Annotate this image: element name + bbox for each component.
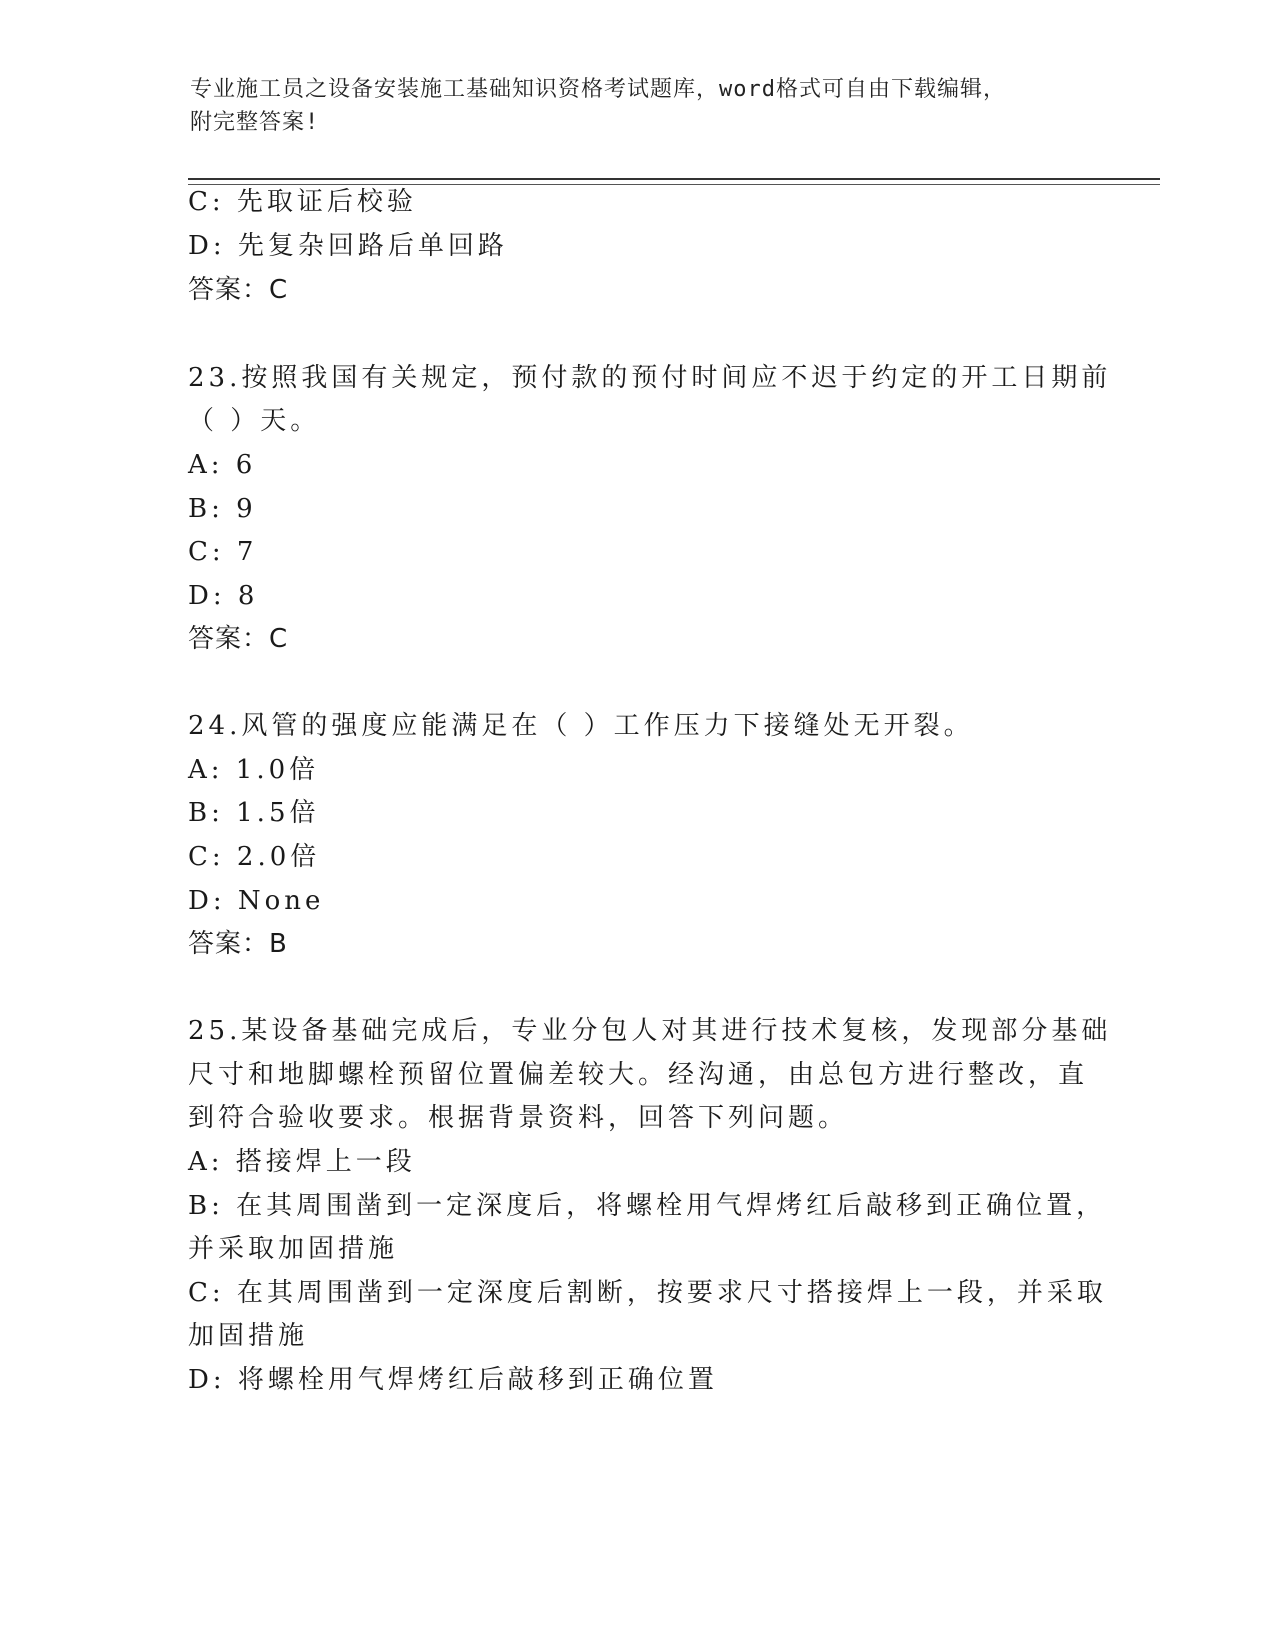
q24-option-b: B: 1.5倍 [188, 798, 320, 828]
q23-stem-line-2: （ ）天。 [188, 406, 321, 436]
q23-option-d: D: 8 [188, 581, 259, 611]
q24-answer: 答案：B [188, 929, 288, 959]
q23-stem-line-1: 23.按照我国有关规定，预付款的预付时间应不迟于约定的开工日期前 [188, 363, 1112, 393]
q25-option-d: D: 将螺栓用气焊烤红后敲移到正确位置 [188, 1365, 718, 1395]
document-header [190, 73, 1070, 139]
q24-stem-line-1: 24.风管的强度应能满足在（ ）工作压力下接缝处无开裂。 [188, 711, 974, 741]
q23-option-c: C: 7 [188, 537, 258, 567]
q23-option-a: A: 6 [188, 450, 257, 480]
header-divider-thick [188, 178, 1160, 180]
q25-stem-line-3: 到符合验收要求。根据背景资料，回答下列问题。 [188, 1103, 849, 1133]
q25-option-b-line-1: B: 在其周围凿到一定深度后，将螺栓用气焊烤红后敲移到正确位置， [188, 1191, 1107, 1221]
q23-answer: 答案：C [188, 624, 289, 654]
header-divider-thin [188, 184, 1160, 185]
prev-answer: 答案：C [188, 275, 289, 305]
q25-option-c-line-1: C: 在其周围凿到一定深度后割断，按要求尺寸搭接焊上一段，并采取 [188, 1278, 1107, 1308]
q24-option-a: A: 1.0倍 [188, 755, 320, 785]
q24-option-c: C: 2.0倍 [188, 842, 321, 872]
q25-option-c-line-2: 加固措施 [188, 1321, 309, 1351]
prev-option-d: D: 先复杂回路后单回路 [188, 231, 508, 261]
prev-option-c: C: 先取证后校验 [188, 187, 417, 217]
q25-option-b-line-2: 并采取加固措施 [188, 1234, 399, 1264]
header-line-2: 附完整答案! [190, 110, 320, 135]
q25-stem-line-1: 25.某设备基础完成后，专业分包人对其进行技术复核，发现部分基础 [188, 1016, 1112, 1046]
q23-option-b: B: 9 [188, 494, 257, 524]
q25-option-a: A: 搭接焊上一段 [188, 1147, 416, 1177]
q25-stem-line-2: 尺寸和地脚螺栓预留位置偏差较大。经沟通，由总包方进行整改，直 [188, 1060, 1089, 1090]
header-line-1: 专业施工员之设备安装施工基础知识资格考试题库，word格式可自由下载编辑， [190, 77, 1006, 102]
q24-option-d: D: None [188, 886, 325, 916]
